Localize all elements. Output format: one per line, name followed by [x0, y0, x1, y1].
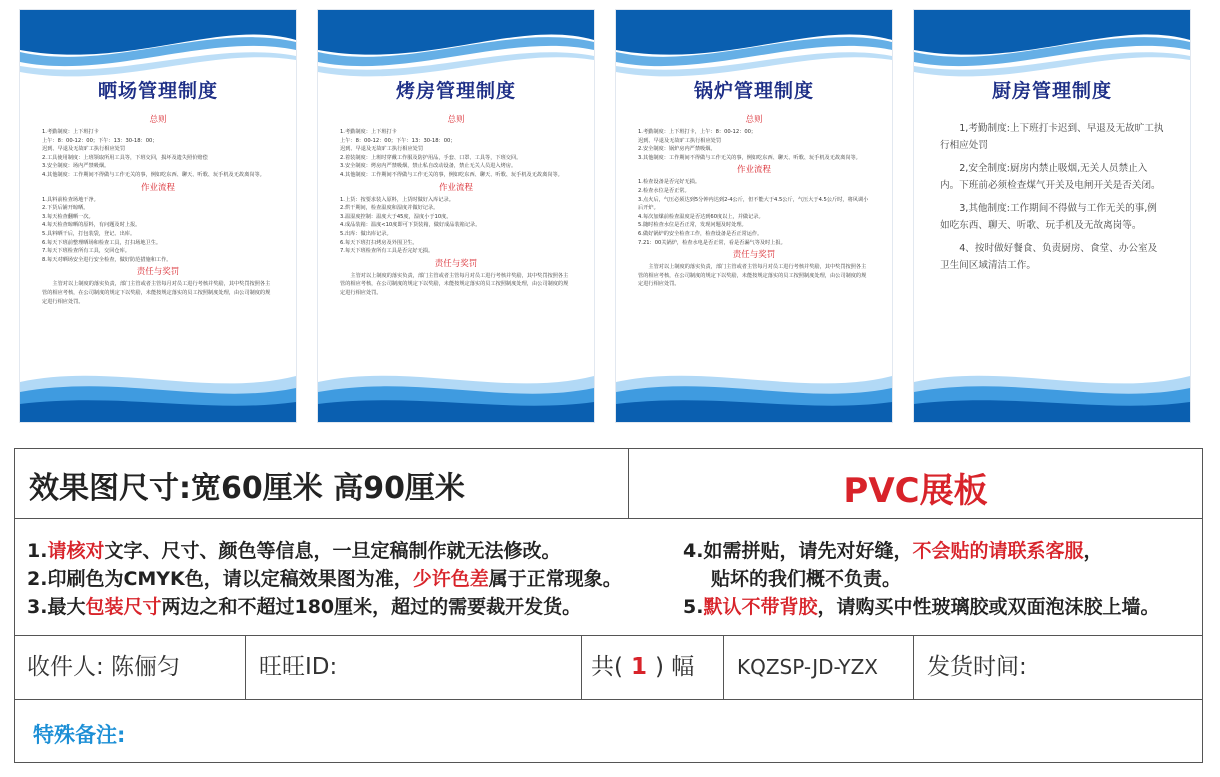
text-line: 1.考勤制度：上下班打卡 [42, 129, 99, 135]
poster-title: 烤房管理制度 [395, 80, 516, 102]
text-paragraph: 主管对以上制度的落实负责，部门主管或者主管每月对员工进行考核并奖励，其中奖罚按照各主管的相应考核，在公司制度的规定下以奖励，未能按规定落实的员工按照制度处理，由公司制度的规定进行相应处罚。 [340, 272, 569, 296]
poster-body [638, 112, 870, 289]
rule-item: 4、按时做好餐食、负责厨房、食堂、办公室及卫生间区域清洁工作。 [940, 243, 1158, 271]
text-line: 3.点火后，气压必须达到5分钟内达到2-4公斤，但不能大于4.5公斤，气压大于4.5公斤时，将风调小后开炉。 [638, 196, 869, 212]
wangwang-id-field: 旺旺ID: [259, 654, 338, 680]
section-heading: 作业流程 [438, 182, 473, 193]
text-line: 迟到、早退及无故旷工执行相应处罚 [42, 146, 126, 153]
text-line: 2.下货后铺开晾晒。 [42, 205, 89, 212]
divider [913, 635, 914, 699]
poster-footer-wave [20, 352, 296, 422]
text-line: 迟到、早退及无故旷工执行相应处罚 [638, 137, 722, 144]
text-line: 7.21：00关锅炉，检查水电是否正常，看是否漏气等及时上报。 [638, 239, 786, 246]
text-line: 4.成品装箱：温度<10度即可下货装箱，做好成品装箱记录。 [340, 222, 481, 229]
text-line: 1.考勤制度：上下班打卡，上午：8：00-12：00； [638, 129, 757, 135]
text-line: 6.做好锅炉的安全检查工作，检查设备是否正常运作。 [638, 230, 763, 237]
remark-row [15, 699, 1202, 762]
material-label: PVC展板 [843, 471, 988, 511]
notice-4-cont: 贴坏的我们概不负责。 [711, 568, 902, 590]
poster-footer-wave [616, 352, 892, 422]
rule-item: 2,安全制度:厨房内禁止吸烟,无关人员禁止入内。下班前必须检查煤气开关及电闸开关是否关闭。 [940, 163, 1161, 191]
text-paragraph: 主管对以上制度的落实负责，部门主管或者主管每月对员工进行考核并奖励，其中奖罚按照各主管的相应考核，在公司制度的规定下以奖励，未能按规定落实的员工按照制度处理，由公司制度的规定进行相应处罚。 [42, 281, 271, 305]
text-line: 4.每次加煤前检查温度是否达到60度以上，并做记录。 [638, 213, 764, 220]
special-remark-label: 特殊备注: [33, 723, 126, 747]
text-line: 上午：8：00-12：00；下午：13：30-18：00； [42, 137, 158, 144]
text-line: 2.烘干期间，检查温度和湿度并做好记录。 [340, 205, 439, 212]
text-line: 1.考勤制度：上下班打卡 [340, 129, 397, 135]
ship-time-field: 发货时间: [927, 654, 1027, 680]
text-line: 3.安全制度：场内严禁吸烟。 [42, 163, 110, 170]
text-line: 6.每天下班前整理晒场和检查工具，打扫场地卫生。 [42, 239, 162, 246]
text-line: 8.每天对晒场安全进行安全检查，做好防范措施和工作。 [42, 256, 172, 263]
section-heading: 总则 [447, 115, 465, 125]
rule-item: 1,考勤制度:上下班打卡迟到、早退及无故旷工执行相应处罚 [940, 123, 1164, 151]
text-line: 上午：8：00-12：00；下午：13：30-18：00； [340, 137, 456, 144]
section-heading: 作业流程 [140, 182, 175, 193]
notice-3: 3.最大包装尺寸两边之和不超过180厘米，超过的需要裁开发货。 [27, 596, 582, 618]
divider [581, 635, 582, 699]
text-line: 3.每天检查翻晒一次。 [42, 213, 94, 220]
section-heading: 责任与奖罚 [434, 258, 478, 269]
text-line: 1.具料前检查场地干净。 [42, 196, 99, 203]
text-line: 3.温湿度控制：温度大于45度，湿度小于10度。 [340, 213, 452, 220]
text-line: 4.每天检查晾晒的原料，有问题及时上报。 [42, 222, 141, 229]
poster-body [940, 120, 1164, 280]
section-heading: 作业流程 [736, 165, 771, 176]
text-line: 3.其他制度：工作期间不得做与工作无关的事，例如吃东西、聊天、听歌、玩手机及无故离岗等。 [638, 154, 861, 161]
poster-drying-yard [20, 10, 296, 422]
poster-baking-room [318, 10, 594, 422]
text-line: 5.随时检查水位是否正常，发现问题及时处理。 [638, 222, 747, 229]
text-line: 2.安全制度：锅炉房内严禁吸烟。 [638, 146, 716, 153]
notice-4: 4.如需拼贴，请先对好缝，不会贴的请联系客服， [683, 540, 1103, 562]
notice-1: 1.请核对文字、尺寸、颜色等信息，一旦定稿制作就无法修改。 [27, 540, 561, 562]
text-line: 1.上货：按要求装入原料，上货时做好入库记录。 [340, 196, 454, 203]
text-line: 7.每天下班检查所有工具，交回仓库。 [42, 248, 130, 255]
text-line: 3.安全制度：烤房内严禁吸烟，禁止私自改动设备，禁止无关人员进入烤房。 [340, 163, 517, 170]
notice-block [15, 518, 1202, 636]
poster-title: 厨房管理制度 [991, 80, 1112, 102]
section-heading: 责任与奖罚 [732, 250, 776, 261]
text-line: 7.每天下班检查所有工具是否完好无损。 [340, 248, 434, 255]
poster-body [340, 112, 572, 298]
text-line: 2.检查水位是否正常。 [638, 187, 690, 194]
text-line: 1.检查设备是否完好无损。 [638, 179, 701, 186]
text-line: 5.出库：做出库记录。 [340, 230, 392, 237]
poster-boiler [616, 10, 892, 422]
section-heading: 总则 [745, 115, 763, 125]
poster-footer-wave [914, 352, 1190, 422]
quantity-field: 共( 1 ) 幅 [591, 654, 695, 680]
recipient-field: 收件人: 陈俪匀 [27, 654, 181, 680]
notice-5: 5.默认不带背胶，请购买中性玻璃胶或双面泡沫胶上墙。 [683, 596, 1160, 618]
text-line: 5.具料晒干后，打包装袋，登记、出库。 [42, 230, 136, 237]
poster-title: 晒场管理制度 [97, 80, 218, 102]
poster-footer-wave [318, 352, 594, 422]
poster-title: 锅炉管理制度 [693, 80, 814, 102]
rule-item: 3,其他制度:工作期间不得做与工作无关的事,例如吃东西、聊天、听歌、玩手机及无故离岗等。 [940, 203, 1157, 231]
size-spec: 效果图尺寸:宽60厘米 高90厘米 [29, 471, 465, 506]
section-heading: 总则 [149, 115, 167, 125]
text-paragraph: 主管对以上制度的落实负责，部门主管或者主管每月对员工进行考核并奖励，其中奖罚按照各主管的相应考核，在公司制度的规定下以奖励，未能按规定落实的员工按照制度处理，由公司制度的规定进行相应处罚。 [638, 264, 867, 288]
divider [723, 635, 724, 699]
text-line: 4.其他制度：工作期间不得做与工作无关的事，例如吃东西、聊天、听歌、玩手机及无故离岗等。 [42, 171, 265, 178]
text-line: 2.着装制度：上班时穿戴工作服及防护用品，手套、口罩、工具等，下班交回。 [340, 154, 522, 161]
notice-2: 2.印刷色为CMYK色，请以定稿效果图为准，少许色差属于正常现象。 [27, 568, 622, 590]
order-info-table [14, 448, 1203, 763]
text-line: 迟到、早退及无故旷工执行相应处罚 [340, 146, 424, 153]
text-line: 2.工具使用制度：上班领取所用工具等，下班交回，损坏及遗失照价赔偿 [42, 154, 208, 161]
poster-kitchen [914, 10, 1190, 422]
shipping-row [15, 635, 1202, 700]
product-code: KQZSP-JD-YZX [737, 655, 878, 679]
text-line: 6.每天下班打扫烤房及外围卫生。 [340, 239, 418, 246]
text-line: 4.其他制度：工作期间不得做与工作无关的事，例如吃东西、聊天、听歌、玩手机及无故离岗等。 [340, 171, 563, 178]
spec-row [15, 449, 1202, 519]
section-heading: 责任与奖罚 [136, 267, 180, 278]
poster-body [42, 112, 274, 306]
divider [245, 635, 246, 699]
